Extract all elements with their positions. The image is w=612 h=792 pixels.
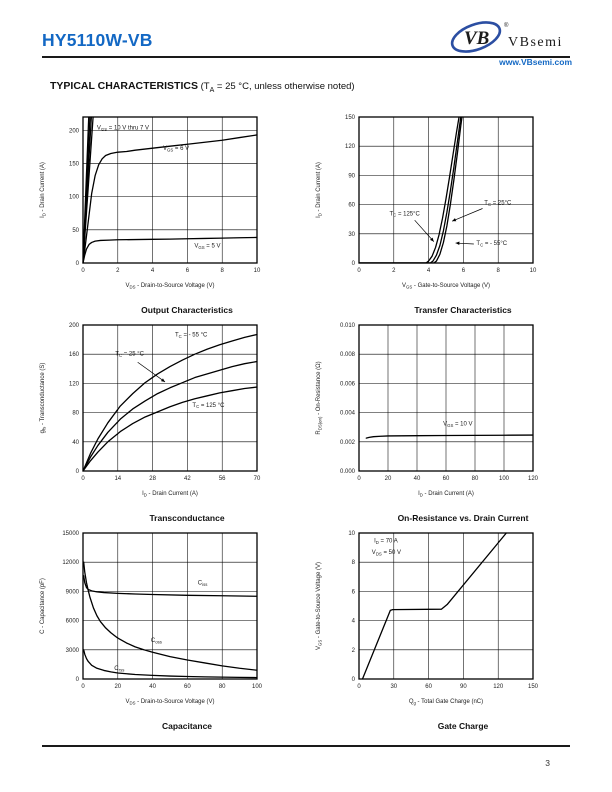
section-heading-note: ($T_A = 25$ °C, unless otherwise noted) — [197, 81, 355, 94]
x-tick-label: 80 — [218, 684, 226, 690]
y-tick-label: 0 — [351, 261, 355, 267]
series-line-2 — [359, 117, 462, 263]
chart-canvas — [33, 316, 303, 511]
y-axis-label: $V_{GS}$ - Gate-to-Source Voltage (V) — [316, 562, 323, 650]
chart-canvas — [309, 108, 579, 303]
x-tick-label: 90 — [460, 684, 467, 690]
x-tick-label: 100 — [498, 476, 510, 482]
x-tick-label: 100 — [251, 684, 263, 690]
y-tick-label: 2 — [351, 647, 355, 654]
x-tick-label: 4 — [426, 268, 431, 274]
curve-annotation: $T_C$ = - 55°C — [476, 241, 508, 248]
x-tick-label: 40 — [149, 684, 156, 690]
series-line-0 — [84, 576, 257, 596]
chart-transfer-characteristics — [309, 108, 579, 316]
x-tick-label: 120 — [493, 684, 504, 690]
x-tick-label: 8 — [496, 268, 500, 274]
y-tick-label: 40 — [72, 439, 79, 446]
chart-gate-charge — [309, 524, 579, 732]
x-tick-label: 0 — [357, 268, 361, 274]
series-line-1 — [83, 362, 257, 472]
y-tick-label: 4 — [351, 618, 355, 625]
chart-canvas — [309, 524, 579, 719]
y-tick-label: 200 — [68, 323, 79, 329]
annotation-arrow — [415, 220, 434, 241]
chart-svg — [33, 524, 303, 714]
y-tick-label: 8 — [351, 560, 355, 567]
series-line-2 — [83, 387, 257, 471]
chart-canvas — [33, 108, 303, 303]
y-tick-label: 200 — [68, 128, 79, 135]
logo-name: VBsemi — [508, 35, 563, 50]
chart-title: Capacitance — [161, 721, 213, 731]
y-tick-label: 12000 — [62, 560, 79, 567]
vbsemi-logo-icon — [448, 20, 572, 56]
y-tick-label: 6000 — [65, 618, 79, 625]
annotation-arrowhead — [456, 242, 460, 245]
curve-annotation: $C_{iss}$ — [197, 580, 208, 587]
y-tick-label: 150 — [344, 115, 355, 121]
chart-canvas — [33, 524, 303, 719]
y-tick-label: 90 — [348, 173, 355, 180]
x-tick-label: 60 — [425, 684, 432, 690]
x-tick-label: 150 — [527, 684, 539, 690]
chart-svg — [309, 316, 579, 506]
section-heading-bold: TYPICAL CHARACTERISTICS — [50, 80, 198, 92]
chart-transconductance — [33, 316, 303, 524]
curve-annotation: $C_{rss}$ — [114, 666, 125, 673]
chart-capacitance — [33, 524, 303, 732]
chart-svg — [309, 108, 579, 298]
chart-title: Transfer Characteristics — [414, 305, 512, 315]
series-line-0 — [366, 435, 533, 438]
annotation-arrowhead — [161, 378, 165, 382]
x-tick-label: 10 — [529, 268, 537, 274]
chart-title: On-Resistance vs. Drain Current — [397, 513, 529, 523]
y-tick-label: 9000 — [65, 589, 79, 596]
y-tick-label: 160 — [68, 352, 79, 359]
y-tick-label: 0 — [351, 677, 355, 683]
chart-canvas — [309, 316, 579, 511]
x-tick-label: 120 — [527, 476, 539, 482]
registered-mark: ® — [504, 23, 509, 29]
series-line-5 — [83, 237, 257, 263]
page-number: 3 — [545, 758, 550, 768]
chart-output-characteristics — [33, 108, 303, 316]
x-tick-label: 0 — [357, 684, 361, 690]
charts-grid — [30, 108, 582, 732]
annotation-arrow — [452, 208, 482, 221]
x-tick-label: 60 — [184, 684, 191, 690]
x-axis-label: $Q_g$ - Total Gate Charge (nC) — [408, 699, 484, 706]
x-tick-label: 56 — [218, 476, 226, 482]
x-axis-label: $I_D$ - Drain Current (A) — [142, 491, 198, 498]
y-tick-label: 80 — [72, 410, 79, 417]
x-tick-label: 4 — [150, 268, 155, 274]
y-tick-label: 0.008 — [339, 352, 355, 359]
curve-annotation: $V_{GS} = 5$ V — [194, 243, 221, 251]
chart-svg — [309, 524, 579, 714]
series-line-1 — [84, 562, 257, 673]
x-tick-label: 42 — [184, 476, 191, 482]
y-tick-label: 50 — [72, 227, 79, 234]
curve-annotation: $V_{GS} = 10$ V thru 7 V — [96, 125, 149, 132]
x-axis-label: $I_D$ - Drain Current (A) — [418, 491, 474, 498]
curve-annotation: $V_{GS} = 6$ V — [163, 146, 190, 153]
y-axis-label: $R_{DS(on)}$ - On-Resistance (Ω) — [316, 361, 323, 435]
y-tick-label: 60 — [348, 202, 355, 209]
x-tick-label: 6 — [461, 268, 466, 274]
chart-on-resistance — [309, 316, 579, 524]
y-tick-label: 120 — [68, 381, 79, 388]
x-tick-label: 28 — [149, 476, 156, 482]
series-line-0 — [83, 334, 257, 471]
curve-annotation: $T_C = 125^\circ C$ — [389, 211, 420, 218]
website-link[interactable]: www.VBsemi.com — [499, 57, 572, 67]
series-line-4 — [83, 135, 257, 263]
y-tick-label: 0.002 — [339, 439, 355, 446]
y-tick-label: 150 — [68, 161, 79, 168]
curve-annotation: $T_C = 125$ °C — [192, 402, 225, 410]
y-axis-label: $g_{fs}$ - Transconductance (S) — [40, 362, 47, 434]
chart-title: Transconductance — [149, 513, 225, 523]
x-tick-label: 0 — [81, 476, 85, 482]
y-tick-label: 0 — [75, 261, 79, 267]
chart-svg — [33, 108, 303, 298]
plot-border — [83, 325, 257, 471]
curve-annotation: $T_C = 25$ °C — [115, 351, 145, 359]
x-tick-label: 20 — [114, 684, 122, 690]
x-axis-label: $V_{DS}$ - Drain-to-Source Voltage (V) — [125, 283, 215, 290]
y-tick-label: 3000 — [65, 647, 79, 654]
section-heading — [50, 80, 355, 94]
x-tick-label: 2 — [392, 268, 396, 274]
x-tick-label: 0 — [81, 268, 85, 274]
y-tick-label: 120 — [344, 144, 355, 151]
y-tick-label: 0 — [75, 677, 79, 683]
x-axis-label: $V_{DS}$ - Drain-to-Source Voltage (V) — [125, 699, 215, 706]
logo-mark-letters: VB — [464, 28, 490, 49]
chart-title: Gate Charge — [437, 721, 489, 731]
x-tick-label: 40 — [413, 476, 421, 482]
y-tick-label: 0 — [75, 469, 79, 475]
y-tick-label: 0.006 — [339, 381, 355, 388]
x-tick-label: 80 — [471, 476, 479, 482]
y-tick-label: 10 — [348, 531, 355, 537]
x-tick-label: 0 — [357, 476, 361, 482]
x-tick-label: 14 — [114, 476, 122, 482]
y-tick-label: 6 — [351, 589, 355, 596]
y-axis-label: $I_D$ - Drain Current (A) — [316, 162, 323, 218]
curve-annotation: $V_{DS} = 50$ V — [371, 550, 401, 557]
curve-annotation: $I_D = 70$ A — [374, 538, 398, 545]
chart-svg — [33, 316, 303, 506]
curve-annotation: $T_C = 25^\circ C$ — [484, 200, 512, 207]
chart-title: Output Characteristics — [141, 305, 233, 315]
curve-annotation: $T_C$ = - 55 °C — [175, 332, 208, 340]
x-tick-label: 10 — [253, 268, 261, 274]
y-axis-label: C - Capacitance (pF) — [40, 578, 46, 634]
series-line-1 — [359, 117, 461, 263]
x-tick-label: 0 — [81, 684, 85, 690]
y-tick-label: 30 — [348, 231, 355, 238]
y-tick-label: 15000 — [62, 531, 79, 537]
curve-annotation: $C_{oss}$ — [150, 638, 162, 645]
x-tick-label: 20 — [384, 476, 392, 482]
part-number-title: HY5110W-VB — [42, 30, 153, 50]
x-tick-label: 60 — [442, 476, 450, 482]
y-axis-label: $I_D$ - Drain Current (A) — [40, 162, 47, 218]
y-tick-label: 0.004 — [339, 410, 355, 417]
x-tick-label: 30 — [390, 684, 398, 690]
x-axis-label: $V_{GS}$ - Gate-to-Source Voltage (V) — [402, 283, 490, 290]
curve-annotation: $V_{GS} = 10$ V — [443, 421, 473, 429]
y-tick-label: 0.010 — [339, 323, 355, 329]
x-tick-label: 2 — [116, 268, 120, 274]
x-tick-label: 8 — [220, 268, 224, 274]
footer-rule — [42, 745, 570, 747]
vbsemi-logo — [442, 20, 572, 67]
x-tick-label: 70 — [253, 476, 261, 482]
series-line-2 — [84, 650, 257, 678]
y-tick-label: 0.000 — [339, 469, 355, 475]
y-tick-label: 100 — [68, 194, 79, 201]
x-tick-label: 6 — [185, 268, 190, 274]
